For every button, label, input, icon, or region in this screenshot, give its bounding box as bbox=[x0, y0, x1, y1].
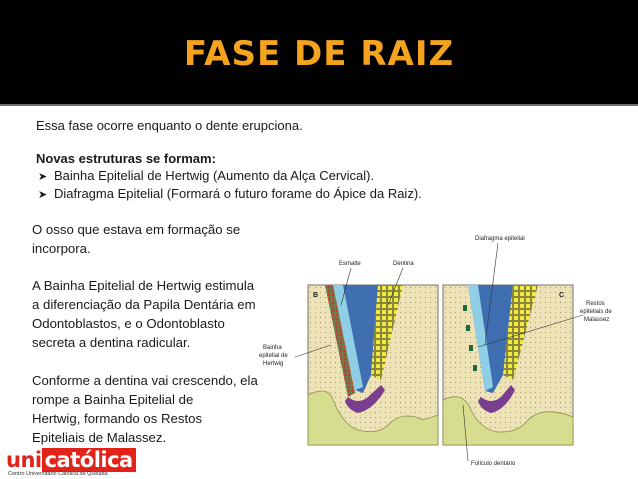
bullet-bainha bbox=[38, 167, 374, 186]
paragraph-line: Odontoblastos, e o Odontoblasto bbox=[32, 316, 225, 331]
label-esmalte: Esmalte bbox=[339, 261, 361, 267]
university-logo bbox=[6, 448, 136, 478]
label-dentina: Dentina bbox=[393, 261, 414, 267]
panel-c-label: C bbox=[559, 292, 565, 299]
paragraph-hertwig bbox=[32, 276, 256, 352]
label-foliculo: Folículo dentário bbox=[471, 461, 516, 467]
paragraph-line: O osso que estava em formação se bbox=[32, 222, 241, 237]
label-diafragma: Diafragma epitelial bbox=[475, 236, 525, 242]
structures-heading: Novas estruturas se formam: bbox=[36, 151, 216, 166]
label-bainha-1: Bainha bbox=[263, 345, 282, 351]
bullet-text: Bainha Epitelial de Hertwig (Aumento da Alça Cervical). bbox=[54, 168, 375, 183]
panel-b bbox=[308, 285, 438, 445]
intro-text: Essa fase ocorre enquanto o dente erupciona. bbox=[36, 118, 303, 133]
paragraph-line: a diferenciação da Papila Dentária em bbox=[32, 297, 256, 312]
paragraph-line: rompe a Bainha Epitelial de bbox=[32, 392, 194, 407]
logo-uni: uni bbox=[6, 448, 42, 472]
title-bar bbox=[0, 0, 638, 106]
paragraph-line: Epiteliais de Malassez. bbox=[32, 430, 167, 445]
paragraph-bone bbox=[32, 220, 240, 258]
label-restos-3: Malassez bbox=[584, 317, 610, 323]
label-bainha-2: epitelial de bbox=[259, 353, 288, 359]
arrow-bullet-icon: ➤ bbox=[38, 171, 48, 183]
paragraph-line: Hertwig, formando os Restos bbox=[32, 411, 203, 426]
paragraph-line: A Bainha Epitelial de Hertwig estimula bbox=[32, 278, 255, 293]
root-formation-illustration bbox=[259, 225, 623, 473]
paragraph-line: Conforme a dentina vai crescendo, ela bbox=[32, 373, 258, 388]
logo-subtitle: Centro Universitário Católica de Quixadá bbox=[8, 471, 108, 477]
panel-c bbox=[443, 285, 573, 445]
bullet-diafragma bbox=[38, 185, 422, 204]
label-restos-1: Restos bbox=[586, 301, 605, 307]
logo-catolica: católica bbox=[42, 448, 136, 472]
label-restos-2: epiteliais de bbox=[580, 309, 612, 315]
bullet-text: Diafragma Epitelial (Formará o futuro forame do Ápice da Raiz). bbox=[54, 186, 422, 201]
label-bainha-3: Hertwig bbox=[263, 361, 284, 367]
paragraph-malassez bbox=[32, 371, 258, 447]
arrow-bullet-icon: ➤ bbox=[38, 189, 48, 201]
panel-b-label: B bbox=[313, 292, 319, 299]
paragraph-line: incorpora. bbox=[32, 241, 91, 256]
paragraph-line: secreta a dentina radicular. bbox=[32, 335, 191, 350]
slide-title: FASE DE RAIZ bbox=[183, 34, 455, 74]
